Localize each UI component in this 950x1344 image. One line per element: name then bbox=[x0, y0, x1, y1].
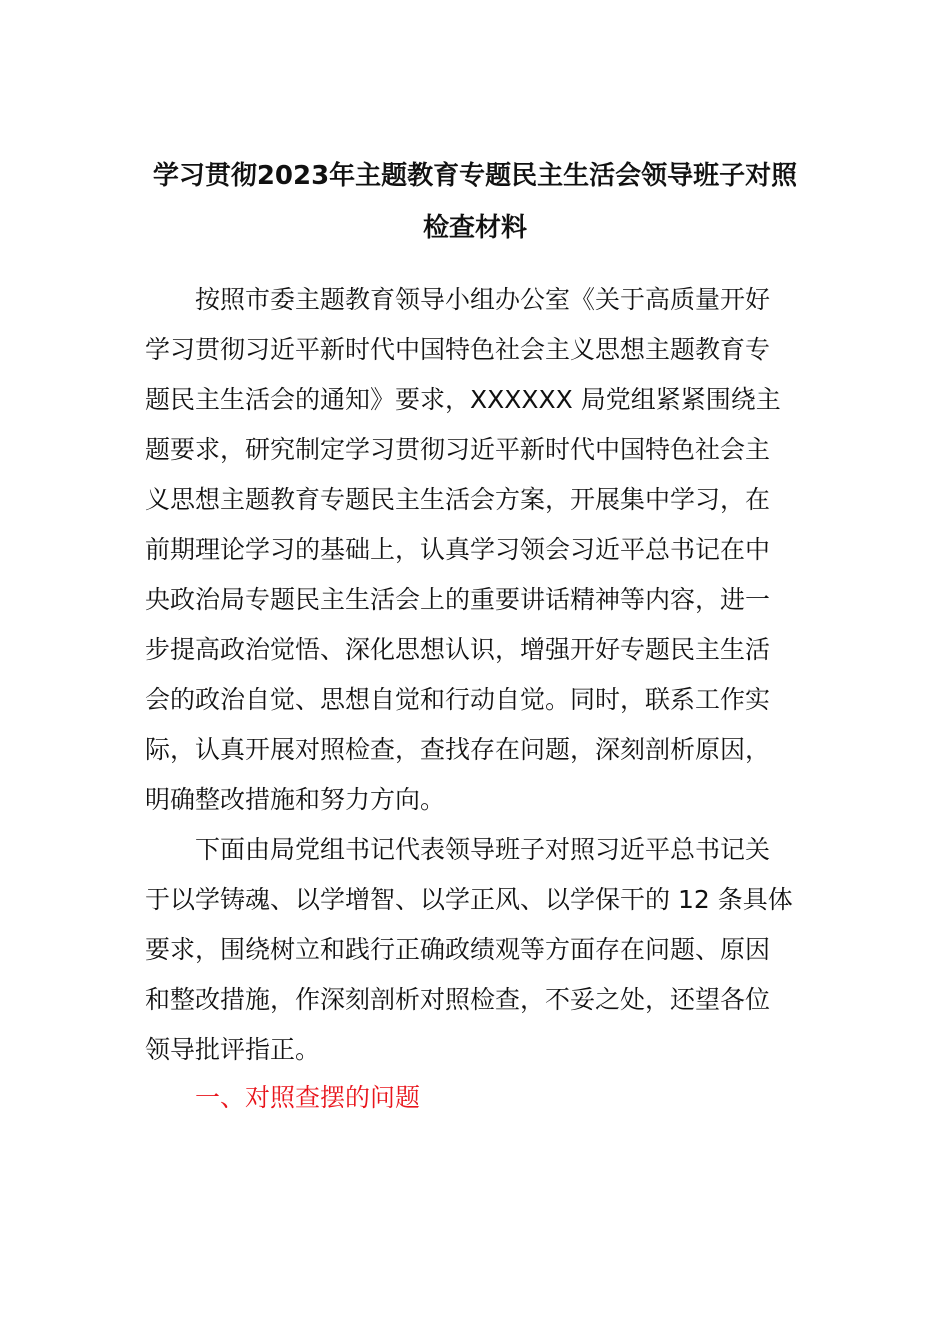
paragraph-line: 央政治局专题民主生活会上的重要讲话精神等内容，进一 bbox=[145, 585, 771, 614]
paragraph-line: 明确整改措施和努力方向。 bbox=[145, 785, 446, 814]
paragraph-line: 按照市委主题教育领导小组办公室《关于高质量开好 bbox=[195, 285, 771, 314]
paragraph-line: 和整改措施，作深刻剖析对照检查，不妥之处，还望各位 bbox=[145, 985, 771, 1014]
paragraph-line: 于以学铸魂、以学增智、以学正风、以学保干的 12 条具体 bbox=[145, 885, 793, 914]
paragraph-line: 学习贯彻习近平新时代中国特色社会主义思想主题教育专 bbox=[145, 335, 771, 364]
paragraph-line: 下面由局党组书记代表领导班子对照习近平总书记关 bbox=[195, 835, 771, 864]
paragraph-line: 会的政治自觉、思想自觉和行动自觉。同时，联系工作实 bbox=[145, 685, 771, 714]
paragraph-line: 题要求，研究制定学习贯彻习近平新时代中国特色社会主 bbox=[145, 435, 771, 464]
paragraph-line: 要求，围绕树立和践行正确政绩观等方面存在问题、原因 bbox=[145, 935, 771, 964]
document-title-line-2: 检查材料 bbox=[422, 213, 527, 243]
paragraph-line: 际，认真开展对照检查，查找存在问题，深刻剖析原因， bbox=[145, 735, 771, 764]
paragraph-line: 义思想主题教育专题民主生活会方案，开展集中学习，在 bbox=[145, 485, 771, 514]
section-heading: 一、对照查摆的问题 bbox=[195, 1083, 421, 1112]
paragraph-line: 前期理论学习的基础上，认真学习领会习近平总书记在中 bbox=[145, 535, 771, 564]
paragraph-line: 领导批评指正。 bbox=[145, 1035, 321, 1064]
document-title-line-1: 学习贯彻2023年主题教育专题民主生活会领导班子对照 bbox=[152, 161, 798, 191]
paragraph-line: 步提高政治觉悟、深化思想认识，增强开好专题民主生活 bbox=[145, 635, 771, 664]
paragraph-line: 题民主生活会的通知》要求，XXXXXX 局党组紧紧围绕主 bbox=[145, 385, 781, 414]
